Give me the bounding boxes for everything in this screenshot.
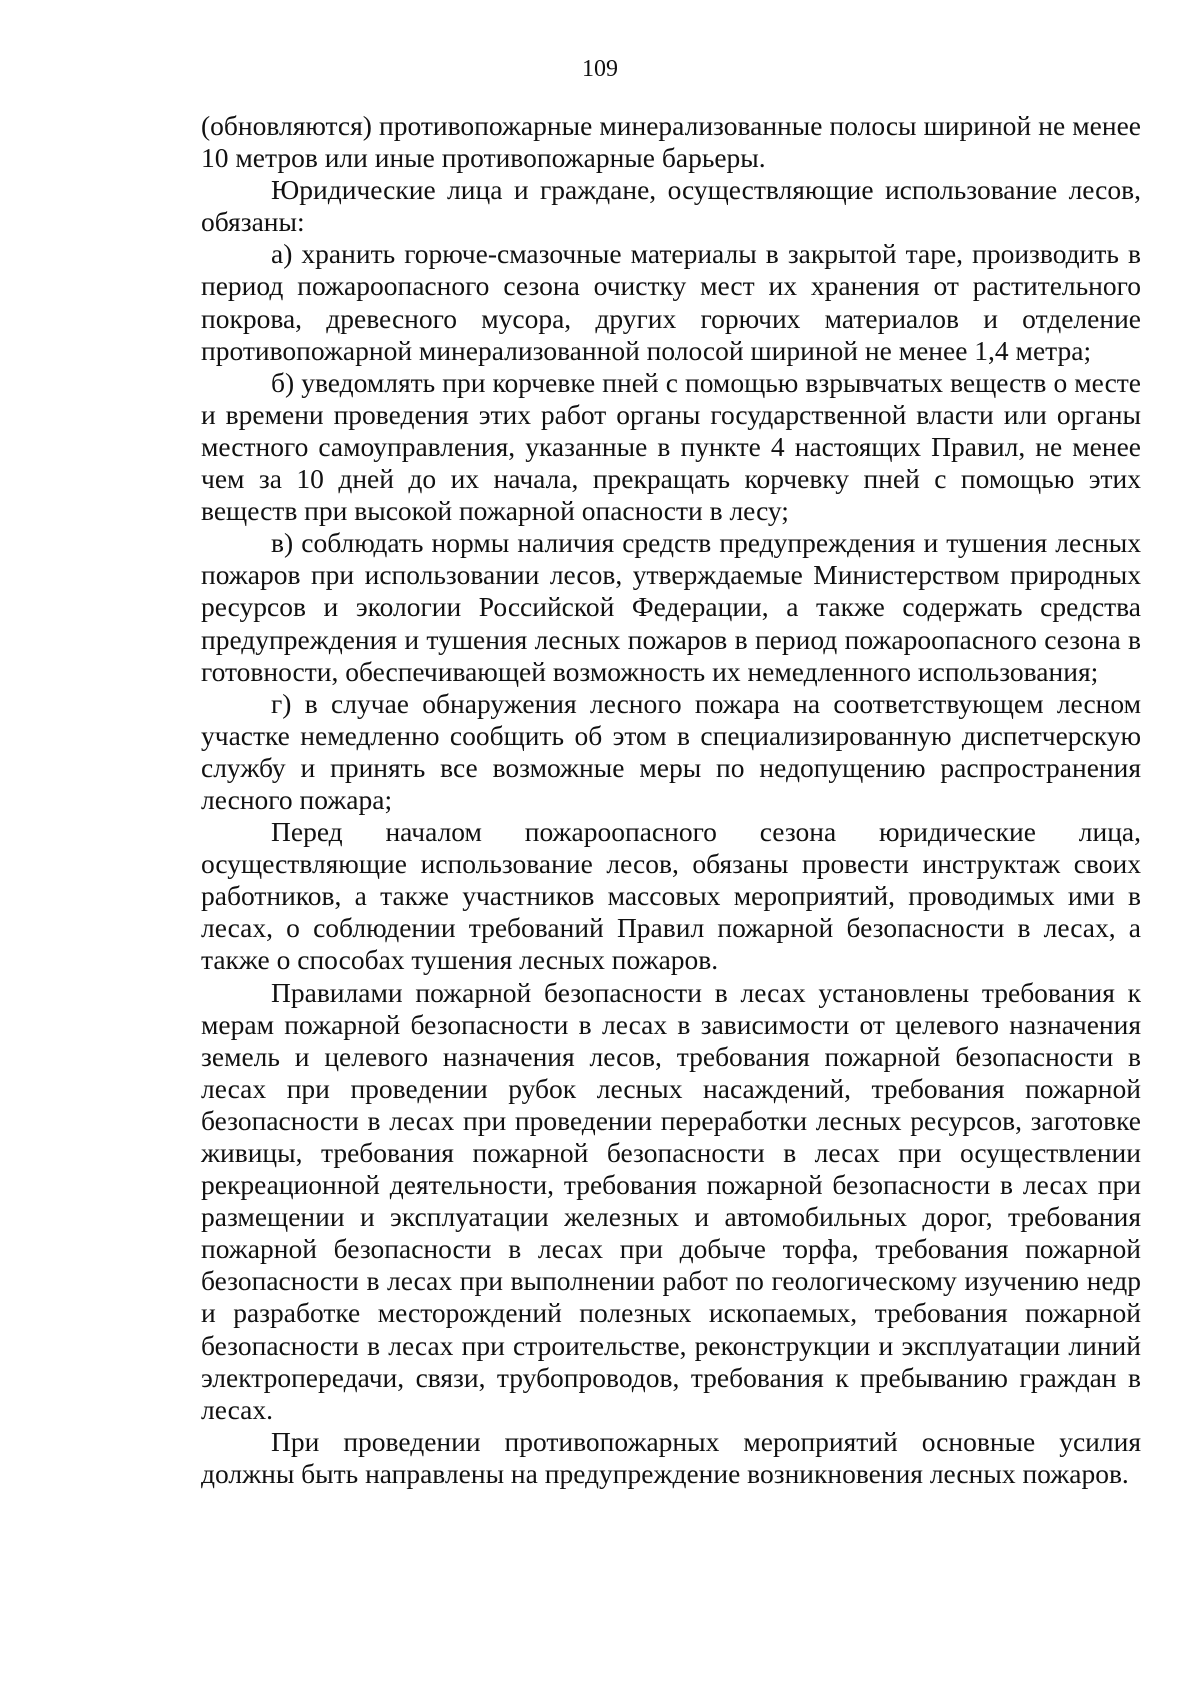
paragraph-item-a: а) хранить горюче-смазочные материалы в закрытой таре, производить в период пожароопасного сезона очистку мест их хранения от растительного покрова, древесного мусора, других горючих материалов и отделение противопожарной минерализованной полосой шириной не менее 1,4 метра; xyxy=(201,238,1141,366)
document-body xyxy=(201,110,1141,1490)
paragraph-item-g: г) в случае обнаружения лесного пожара на соответствующем лесном участке немедленно сообщить об этом в специализированную диспетчерскую службу и принять все возможные меры по недопущению распространения лесного пожара; xyxy=(201,687,1141,815)
page-number: 109 xyxy=(582,56,618,82)
paragraph-item-v: в) соблюдать нормы наличия средств предупреждения и тушения лесных пожаров при использовании лесов, утверждаемые Министерством природных ресурсов и экологии Российской Федерации, а также содержать средства предупреждения и тушения лесных пожаров в период пожароопасного сезона в готовности, обеспечивающей возможность их немедленного использования; xyxy=(201,527,1141,687)
paragraph-prevention: При проведении противопожарных мероприятий основные усилия должны быть направлены на предупреждение возникновения лесных пожаров. xyxy=(201,1425,1141,1489)
paragraph-item-b: б) уведомлять при корчевке пней с помощью взрывчатых веществ о месте и времени проведения этих работ органы государственной власти или органы местного самоуправления, указанные в пункте 4 настоящих Правил, не менее чем за 10 дней до их начала, прекращать корчевку пней с помощью этих веществ при высокой пожарной опасности в лесу; xyxy=(201,366,1141,527)
paragraph-obligations-intro: Юридические лица и граждане, осуществляющие использование лесов, обязаны: xyxy=(201,174,1141,238)
paragraph-continuation: (обновляются) противопожарные минерализованные полосы шириной не менее 10 метров или иные противопожарные барьеры. xyxy=(201,110,1141,174)
paragraph-instruction: Перед началом пожароопасного сезона юридические лица, осуществляющие использование лесов, обязаны провести инструктаж своих работников, а также участников массовых мероприятий, проводимых ими в лесах, о соблюдении требований Правил пожарной безопасности в лесах, а также о способах тушения лесных пожаров. xyxy=(201,816,1141,976)
paragraph-requirements: Правилами пожарной безопасности в лесах установлены требования к мерам пожарной безопасности в лесах в зависимости от целевого назначения земель и целевого назначения лесов, требования пожарной безопасности в лесах при проведении рубок лесных насаждений, требования пожарной безопасности в лесах при проведении переработки лесных ресурсов, заготовке живицы, требования пожарной безопасности в лесах при осуществлении рекреационной деятельности, требования пожарной безопасности в лесах при размещении и эксплуатации железных и автомобильных дорог, требования пожарной безопасности в лесах при добыче торфа, требования пожарной безопасности в лесах при выполнении работ по геологическому изучению недр и разработке месторождений полезных ископаемых, требования пожарной безопасности в лесах при строительстве, реконструкции и эксплуатации линий электропередачи, связи, трубопроводов, требования к пребыванию граждан в лесах. xyxy=(201,976,1141,1425)
